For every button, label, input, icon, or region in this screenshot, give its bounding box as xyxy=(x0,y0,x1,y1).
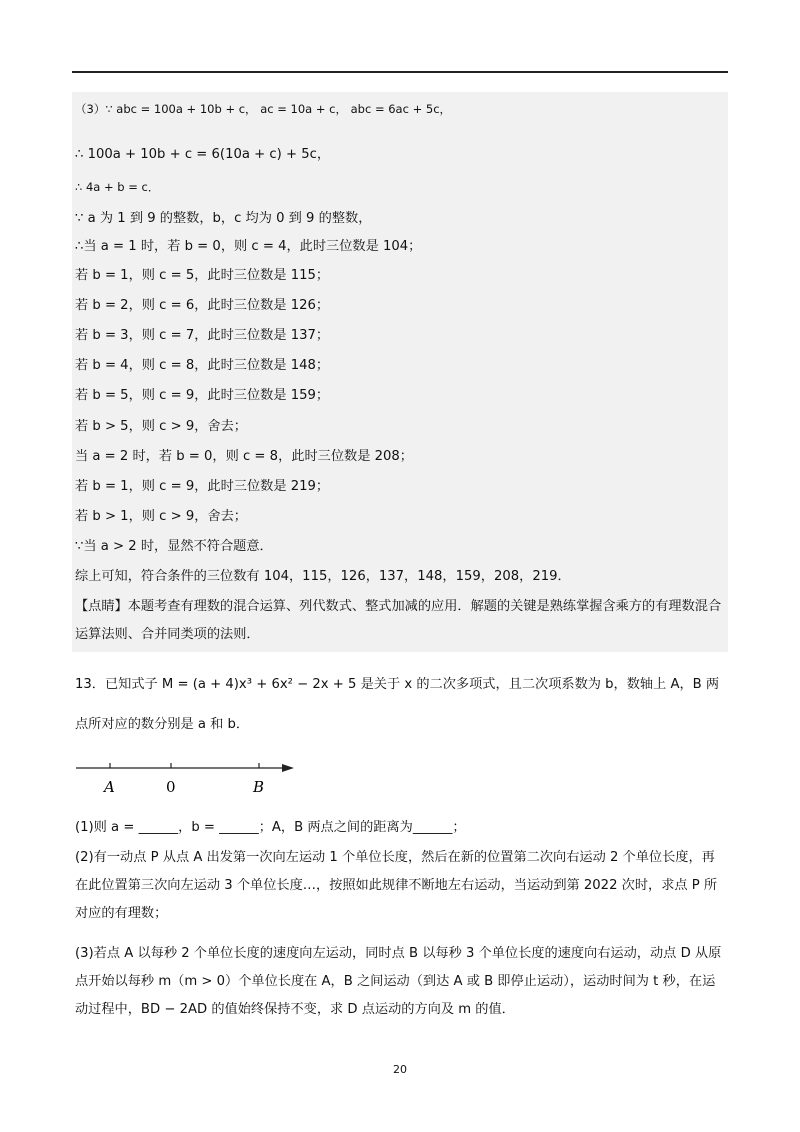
solution-line-6: 若 b = 1，则 c = 5，此时三位数是 115； xyxy=(75,268,330,283)
label-zero: 0 xyxy=(166,778,176,796)
label-a: A xyxy=(104,778,115,796)
solution-line-12: 当 a = 2 时，若 b = 0，则 c = 8，此时三位数是 208； xyxy=(75,449,413,464)
solution-line-11: 若 b > 5，则 c > 9，舍去； xyxy=(75,419,247,434)
solution-line-16: 综上可知，符合条件的三位数有 104，115，126，137，148，159，208，219． xyxy=(75,569,571,584)
problem-part-2: (2)有一动点 P 从点 A 出发第一次向左运动 1 个单位长度，然后在新的位置第二次向右运动 2 个单位长度，再在此位置第三次向左运动 3 个单位长度…，按照如此规律不断地左右运动，当运动到第 2022 次时，求点 P 所对应的有理数； xyxy=(75,850,718,921)
solution-line-8: 若 b = 3，则 c = 7，此时三位数是 137； xyxy=(75,328,330,343)
problem-part-1: (1)则 a = ______，b = ______；A，B 两点之间的距离为______； xyxy=(75,820,466,835)
label-b: B xyxy=(253,778,265,796)
number-line-arrow xyxy=(282,764,294,772)
solution-comment: 【点睛】本题考查有理数的混合运算、列代数式、整式加减的应用．解题的关键是熟练掌握含乘方的有理数混合运算法则、合并同类项的法则． xyxy=(75,599,722,642)
solution-line-10: 若 b = 5，则 c = 9，此时三位数是 159； xyxy=(75,388,330,403)
solution-line-4: ∵ a 为 1 到 9 的整数，b，c 均为 0 到 9 的整数， xyxy=(75,211,372,226)
solution-line-15: ∵当 a > 2 时，显然不符合题意． xyxy=(75,539,273,554)
solution-line-14: 若 b > 1，则 c > 9，舍去； xyxy=(75,509,247,524)
solution-line-13: 若 b = 1，则 c = 9，此时三位数是 219； xyxy=(75,479,330,494)
solution-line-9: 若 b = 4，则 c = 8，此时三位数是 148； xyxy=(75,358,330,373)
solution-line-1: （3）∵ abc = 100a + 10b + c， ac = 10a + c， abc = 6ac + 5c， xyxy=(75,102,452,116)
solution-line-3: ∴ 4a + b = c． xyxy=(75,180,160,194)
header-rule xyxy=(72,71,728,73)
page-number: 20 xyxy=(393,1063,407,1076)
solution-line-2: ∴ 100a + 10b + c = 6(10a + c) + 5c， xyxy=(75,147,331,162)
number-line-figure xyxy=(72,752,312,800)
solution-line-5: ∴当 a = 1 时，若 b = 0，则 c = 4，此时三位数是 104； xyxy=(75,239,422,254)
problem-part-3: (3)若点 A 以每秒 2 个单位长度的速度向左运动，同时点 B 以每秒 3 个单位长度的速度向右运动，动点 D 从原点开始以每秒 m（m > 0）个单位长度在 A，B 之间运动（到达 A 或 B 即停止运动），运动时间为 t 秒，在运动过程中，BD − 2AD 的值始终保持不变，求 D 点运动的方向及 m 的值． xyxy=(75,946,722,1017)
solution-line-7: 若 b = 2，则 c = 6，此时三位数是 126； xyxy=(75,298,330,313)
problem-stem: 13．已知式子 M = (a + 4)x³ + 6x² − 2x + 5 是关于 x 的二次多项式，且二次项系数为 b，数轴上 A，B 两点所对应的数分别是 a 和 b． xyxy=(75,677,720,732)
